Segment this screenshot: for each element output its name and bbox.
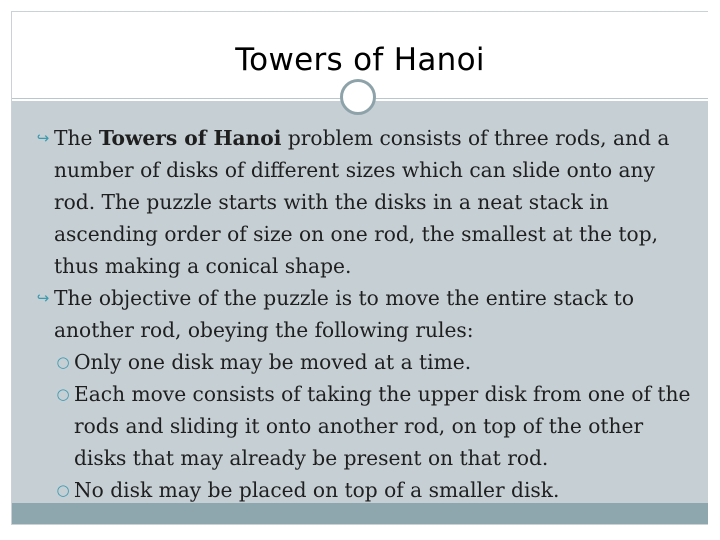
- bullet-list: [34, 122, 694, 506]
- bullet-text: problem consists of three rods, and a number of disks of different sizes which can slide onto any rod. The puzzle starts with the disks in a neat stack in ascending order of size on one rod, the smallest at the top, thus making a conical shape.: [54, 126, 670, 278]
- curved-arrow-bullet-icon: ↪: [36, 289, 50, 307]
- rule-item: [34, 474, 694, 506]
- bullet-bold-term: Towers of Hanoi: [98, 126, 282, 150]
- rule-text: Each move consists of taking the upper disk from one of the rods and sliding it onto another rod, on top of the other disks that may already be present on that rod.: [74, 382, 691, 470]
- rule-text: No disk may be placed on top of a smaller disk.: [74, 478, 560, 502]
- footer-band: [12, 503, 708, 524]
- slide-title: Towers of Hanoi: [235, 42, 485, 78]
- rule-item: [34, 378, 694, 474]
- rule-item: [34, 346, 694, 378]
- ring-ornament-center: [345, 84, 365, 104]
- bullet-item-objective: [34, 282, 694, 346]
- ring-bullet-icon: ○: [56, 481, 70, 499]
- bullet-text: The objective of the puzzle is to move the entire stack to another rod, obeying the following rules:: [54, 286, 635, 342]
- ring-bullet-icon: ○: [56, 385, 70, 403]
- ring-bullet-icon: ○: [56, 353, 70, 371]
- bullet-prefix: The: [54, 126, 99, 150]
- bullet-item-description: [34, 122, 694, 282]
- rule-text: Only one disk may be moved at a time.: [74, 350, 472, 374]
- curved-arrow-bullet-icon: ↪: [36, 129, 50, 147]
